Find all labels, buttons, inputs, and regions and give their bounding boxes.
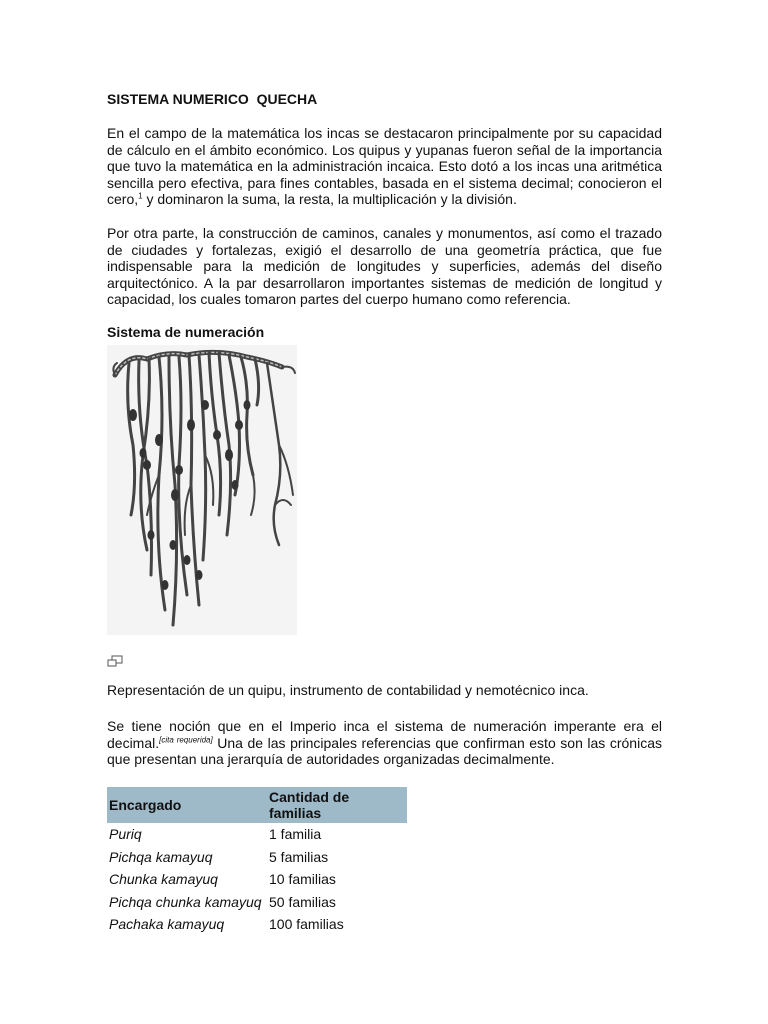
intro-text-end: y dominaron la suma, la resta, la multiplicación y la división. xyxy=(142,191,517,207)
decimal-paragraph xyxy=(107,718,662,768)
count-cell: 100 familias xyxy=(269,916,344,933)
quipu-illustration xyxy=(107,345,297,635)
table-row xyxy=(107,913,407,936)
table-row xyxy=(107,891,407,914)
header-cantidad: Cantidad de familias xyxy=(267,787,407,823)
table-header-row xyxy=(107,787,407,823)
geometry-paragraph: Por otra parte, la construcción de caminos, canales y monumentos, así como el trazado de ciudades y fortalezas, exigió el desarrollo de una geometría práctica, que fue indispensable para la medición de longitudes y superficies, además del diseño arquitectónico. A la par desarrollaron importantes sistemas de medición de longitud y capacidad, los cuales tomaron partes del cuerpo humano como referencia. xyxy=(107,225,662,307)
role-cell: Puriq xyxy=(109,826,142,843)
role-cell: Pachaka kamayuq xyxy=(109,916,225,933)
footnote-ref[interactable]: 1 xyxy=(138,191,143,201)
intro-text: En el campo de la matemática los incas se destacaron principalmente por su capacidad de cálculo en el ámbito económico. Los quipus y yupanas fueron señal de la importancia que tuvo la matemática en la administración incaica. Esto dotó a los incas una aritmética sencilla pero efectiva, para fines contables, basada en el sistema decimal; conocieron el cero, xyxy=(107,125,662,207)
header-encargado: Encargado xyxy=(107,787,267,823)
figure-caption: Representación de un quipu, instrumento de contabilidad y nemotécnico inca. xyxy=(107,682,589,698)
table-row xyxy=(107,868,407,891)
intro-paragraph xyxy=(107,125,662,208)
role-cell: Pichqa kamayuq xyxy=(109,848,213,865)
count-cell: 10 familias xyxy=(269,871,336,888)
document-title: SISTEMA NUMERICO QUECHA xyxy=(107,91,318,107)
count-cell: 50 familias xyxy=(269,893,336,910)
role-cell: Pichqa chunka kamayuq xyxy=(109,893,262,910)
citation-needed[interactable]: [cita requerida] xyxy=(159,734,213,744)
enlarge-icon[interactable] xyxy=(107,655,123,667)
role-cell: Chunka kamayuq xyxy=(109,871,218,888)
section-heading: Sistema de numeración xyxy=(107,324,265,340)
count-cell: 5 familias xyxy=(269,848,329,865)
decimal-text: Se tiene noción que en el Imperio inca el sistema de numeración imperante era el decimal. xyxy=(107,718,662,751)
table-row xyxy=(107,823,407,846)
decimal-text-end: Una de las principales referencias que confirman esto son las crónicas que presentan una jerarquía de autoridades organizadas decimalmente. xyxy=(107,734,662,767)
table-row xyxy=(107,846,407,869)
count-cell: 1 familia xyxy=(269,826,322,843)
families-table xyxy=(107,787,407,936)
